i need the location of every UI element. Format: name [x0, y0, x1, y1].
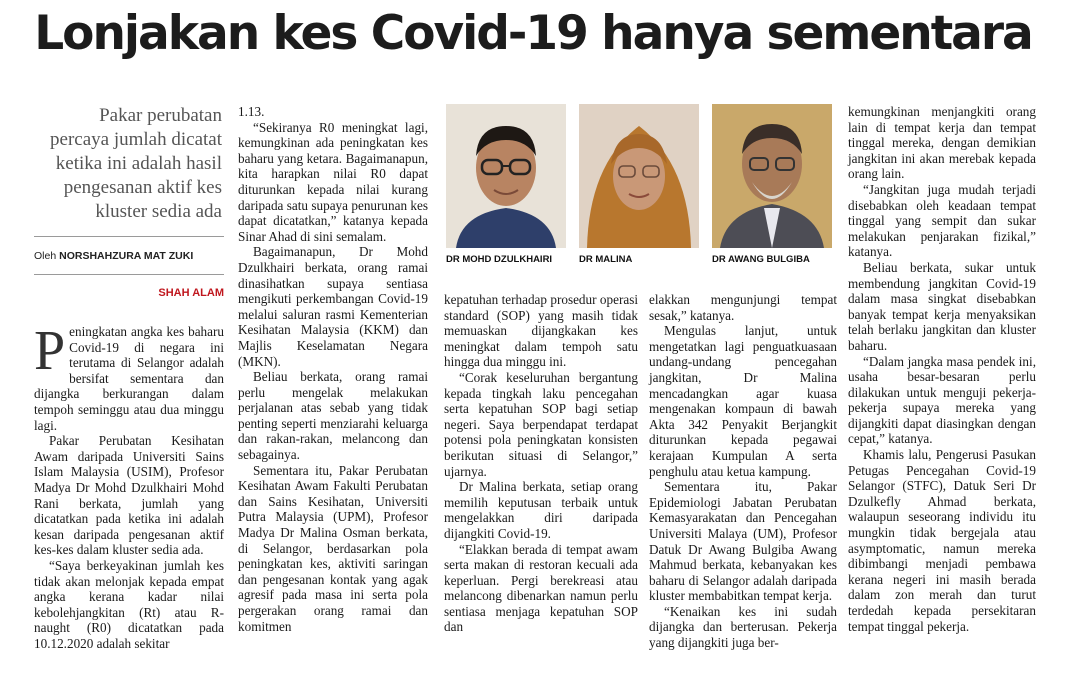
paragraph: “Saya berkeyakinan jumlah kes tidak akan melonjak kepada empat angka kerana kadar nilai kebolehjangkitan (Rt) atau R-naught (R0) dicatatkan pada 10.12.2020 adalah sekitar — [34, 557, 224, 651]
article-column-3 — [444, 292, 638, 635]
article-column-5 — [848, 104, 1036, 634]
paragraph: Beliau berkata, orang ramai perlu mengelak melakukan perjalanan atas sebab yang tidak penting seperti menziarahi keluarga dan rakan-rakan, melancong dan sebagainya. — [238, 369, 428, 463]
standfirst: Pakar perubatan percaya jumlah dicatat ketika ini adalah hasil pengesanan aktif kes kluster sedia ada — [50, 105, 222, 222]
photo-caption: DR MOHD DZULKHAIRI — [446, 254, 553, 265]
byline-prefix: Oleh — [34, 250, 57, 262]
paragraph: “Jangkitan juga mudah terjadi disebabkan oleh keadaan tempat tinggal yang sempit dan sukar melakukan penjarakan fizikal,” katanya. — [848, 181, 1036, 260]
photo-malina — [579, 104, 699, 248]
paragraph: “Dalam jangka masa pendek ini, usaha besar-besaran perlu dilakukan untuk menguji pekerja-pekerja supaya mereka yang dijangkiti dapat diasingkan dengan cepat,” katanya. — [848, 353, 1036, 447]
paragraph: 1.13. — [238, 104, 265, 119]
photo-caption: DR MALINA — [579, 254, 633, 265]
dateline: SHAH ALAM — [158, 287, 224, 299]
paragraph: Beliau berkata, sukar untuk membendung jangkitan Covid-19 dalam masa singkat disebabkan banyak tempat kerja menyaksikan telah berlaku jangkitan dan kluster baharu. — [848, 259, 1036, 353]
paragraph: Dr Malina berkata, setiap orang memilih keputusan terbaik untuk mengelakkan diri daripada dijangkiti Covid-19. — [444, 479, 638, 541]
article-column-1 — [34, 320, 224, 651]
paragraph: Mengulas lanjut, untuk mengetatkan lagi penguatkuasaan undang-undang pencegahan jangkitan, Dr Malina mencadangkan agar kuasa mengenakan kompaun di bawah Akta 342 Penyakit Berjangkit diturunkan kepada pegawai kerajaan Kumpulan A serta penghulu atau ketua kampung. — [649, 323, 837, 479]
paragraph: elakkan mengunjungi tempat sesak,” katanya. — [649, 292, 837, 323]
paragraph: “Sekiranya R0 meningkat lagi, kemungkinan ada peningkatan kes baharu yang ketara. Bagaimanapun, kita harapkan nilai R0 dapat diturunkan kepada nilai kurang daripada satu supaya penurunan kes dapat dicatatkan,” katanya kepada Sinar Ahad di sini semalam. — [238, 119, 428, 244]
divider-rule — [34, 274, 224, 275]
divider-rule — [34, 236, 224, 237]
article-column-2 — [238, 104, 428, 634]
paragraph: Pakar Perubatan Kesihatan Awam daripada Universiti Sains Islam Malaysia (USIM), Profesor Madya Dr Mohd Dzulkhairi Mohd Rani berkata, jumlah yang dicatatkan pada ketika ini adalah kesan daripada pengesanan aktif kes-kes dalam kluster sedia ada. — [34, 433, 224, 558]
paragraph: “Kenaikan kes ini sudah dijangka dan berterusan. Pekerja yang dijangkiti juga ber- — [649, 603, 837, 651]
drop-cap: P — [34, 320, 66, 382]
photo-caption: DR AWANG BULGIBA — [712, 254, 810, 265]
paragraph: “Corak keseluruhan bergantung kepada tingkah laku pencegahan serta kepatuhan SOP bagi setiap negeri. Saya berpendapat terdapat potensi pola peningkatan konsisten berikutan situasi di Selangor,” ujarnya. — [444, 369, 638, 479]
paragraph: kepatuhan terhadap prosedur operasi standard (SOP) yang masih tidak memuaskan dijangkakan kes meningkat dalam tempoh satu hingga dua minggu ini. — [444, 292, 638, 370]
paragraph: eningkatan angka kes baharu Covid-19 di negara ini terutama di Selangor adalah bersifat sementara dan dijangka berkurangan dalam tempoh seminggu atau dua minggu lagi. — [34, 324, 224, 433]
paragraph: Sementara itu, Pakar Epidemiologi Jabatan Perubatan Kemasyarakatan dan Pencegahan Universiti Malaya (UM), Profesor Datuk Dr Awang Bulgiba Awang Mahmud berkata, kebanyakan kes baharu di Selangor adalah daripada kluster membabitkan tempat kerja. — [649, 479, 837, 604]
byline — [34, 250, 224, 262]
photo-awang-bulgiba — [712, 104, 832, 248]
article-column-4 — [649, 292, 837, 651]
byline-author: NORSHAHZURA MAT ZUKI — [59, 250, 194, 262]
paragraph: Khamis lalu, Pengerusi Pasukan Petugas Pencegahan Covid-19 Selangor (STFC), Datuk Seri Dr Dzulkefly Ahmad berkata, walaupun seseorang individu itu mungkin tidak bergejala atau asymptomatic, namun mereka dibimbangi menjadi pembawa kerana negeri ini masih berada dalam zon merah dan turut terdedah kepada persekitaran tempat tinggal pekerja. — [848, 447, 1036, 634]
paragraph: Sementara itu, Pakar Perubatan Kesihatan Awam Fakulti Perubatan dan Sains Kesihatan, Universiti Putra Malaysia (UPM), Profesor Madya Dr Malina Osman berkata, di Selangor, berdasarkan pola peningkatan kes, aktiviti saringan dan pengesanan kontak yang agak agresif pada masa ini serta pola pergerakan orang ramai dan komitmen — [238, 462, 428, 634]
photo-dzulkhairi — [446, 104, 566, 248]
paragraph: Bagaimanapun, Dr Mohd Dzulkhairi berkata, orang ramai dinasihatkan supaya sentiasa mengikuti perkembangan Covid-19 melalui saluran rasmi Kementerian Kesihatan Malaysia (KKM) dan Majlis Keselamatan Negara (MKN). — [238, 244, 428, 369]
paragraph: “Elakkan berada di tempat awam serta makan di restoran kecuali ada keperluan. Pergi berekreasi atau melancong dibenarkan namun perlu sentiasa menjaga kepatuhan SOP dan — [444, 541, 638, 635]
paragraph: kemungkinan menjangkiti orang lain di tempat kerja dan tempat tinggal mereka, dengan demikian jangkitan ini akan merebak kepada orang lain. — [848, 104, 1036, 182]
headline: Lonjakan kes Covid-19 hanya sementara — [34, 6, 1032, 61]
